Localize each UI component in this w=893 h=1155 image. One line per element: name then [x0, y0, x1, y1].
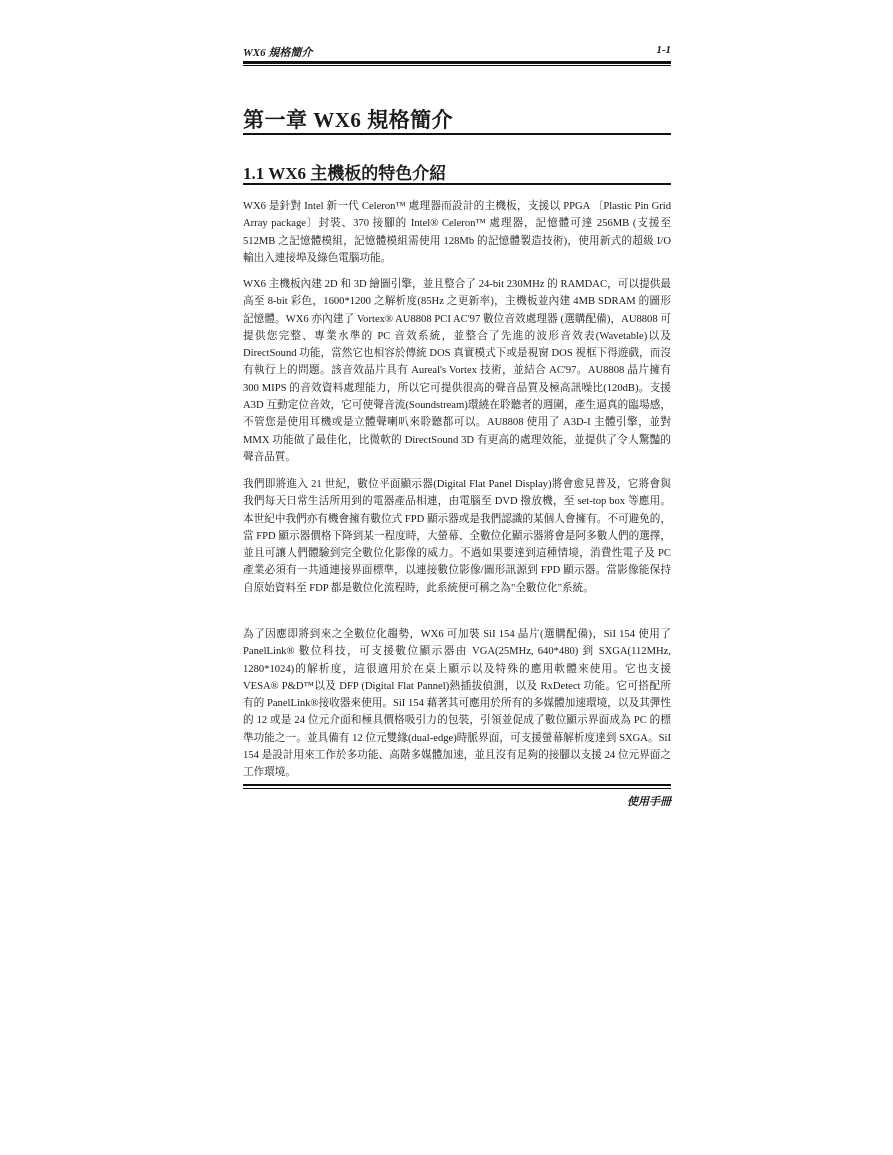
- header-title: WX6 規格簡介: [243, 47, 313, 59]
- paragraph-1: WX6 是針對 Intel 新一代 Celeron™ 處理器而設計的主機板，支援以 PPGA 〔Plastic Pin Grid Array package〕封裝、370 接腳的 Intel® Celeron™ 處理器，記憶體可達 256MB (支援至 512MB 之記憶體模組，記憶體模組需使用 128Mb 的記憶體製造技術)，使用新式的超級 I/O 輸出入連接埠及綠色電腦功能。: [243, 201, 671, 264]
- footer-manual-label: 使用手冊: [627, 796, 671, 808]
- page-number: 1-1: [656, 44, 671, 56]
- footer-rule-thick: [243, 784, 671, 786]
- paragraph-2: WX6 主機板內建 2D 和 3D 繪圖引擎，並且整合了 24-bit 230MHz 的 RAMDAC，可以提供最高至 8-bit 彩色，1600*1200 之解析度(85Hz 之更新率)，主機板並內建 4MB SDRAM 的圖形記憶體。WX6 亦內建了 Vortex® AU8808 PCI AC'97 數位音效處理器 (選購配備)，AU8808 可提供您完整、專業水準的 PC 音效系統，並整合了先進的波形音效表(Wavetable)以及 DirectSound 功能，當然它也相容於傳統 DOS 真實模式下或是視窗 DOS 視框下得遊戲，而沒有執行上的問題。該音效晶片具有 Aureal's Vortex 技術，並結合 AC'97。AU8808 晶片擁有 300 MIPS 的音效資料處理能力，所以它可提供很高的聲音品質及極高訊噪比(120dB)。支援 A3D 互動定位音效，它可使聲音流(Soundstream)環繞在聆聽者的週圍，產生逼真的臨場感，不管您是使用耳機或是立體聲喇叭來聆聽都可以。AU8808 使用了 A3D-I 主體引擎，並對 MMX 功能做了最佳化，比微軟的 DirectSound 3D 有更高的處理效能，並提供了令人驚豔的聲音品質。: [243, 279, 671, 463]
- paragraph-4: 為了因應即將到來之全數位化趨勢，WX6 可加裝 SiI 154 晶片(選購配備)，SiI 154 使用了 PanelLink® 數位科技，可支援數位顯示器由 VGA(25MHz, 640*480) 到 SXGA(112MHz, 1280*1024)的解析度，這很適用於在桌上顯示以及特殊的應用軟體來使用。它也支援 VESA® P&D™以及 DFP (Digital Flat Pannel)熱插拔偵測，以及 RxDetect 功能。它可搭配所有的 PanelLink®接收器來使用。SiI 154 藉著其可應用於所有的多媒體加速環境，以及其彈性的 12 或是 24 位元介面和極具價格吸引力的包裝，引領並促成了數位顯示界面成為 PC 的標準功能之一。並具備有 12 位元雙緣(dual-edge)時脈界面，可支援螢幕解析度達到 SXGA。SiI 154 是設計用來工作於多功能、高階多媒體加速，並且沒有足夠的接腳以支援 24 位元界面之工作環境。: [243, 629, 671, 779]
- header-rule-thick: [243, 61, 671, 64]
- chapter-rule: [243, 133, 671, 135]
- chapter-title: 第一章 WX6 規格簡介: [243, 108, 454, 132]
- paragraph-3: 我們即將進入 21 世紀，數位平面顯示器(Digital Flat Panel Display)將會愈見普及，它將會與我們每天日常生活所用到的電器產品相連，由電腦至 DVD 撥放機，至 set-top box 等應用。本世紀中我們亦有機會擁有數位式 FPD 顯示器或是我們認識的某個人會擁有。不可避免的，當 FPD 顯示器價格下降到某一程度時，大螢幕、全數位化顯示器將會是阿多數人們的選擇，並且可讓人們體驗到完全數位化影像的威力。不過如果要達到這種情境，消費性電子及 PC 產業必須有一共通連接界面標準，以連接數位影像/圖形訊源到 FPD 顯示器。當影像能保持自原始資料至 FDP 都是數位化流程時，此系統便可稱之為"全數位化"系統。: [243, 479, 671, 594]
- section-title: 1.1 WX6 主機板的特色介紹: [243, 164, 447, 183]
- section-rule: [243, 183, 671, 185]
- header-rule-thin: [243, 65, 671, 66]
- footer-rule-thin: [243, 788, 671, 789]
